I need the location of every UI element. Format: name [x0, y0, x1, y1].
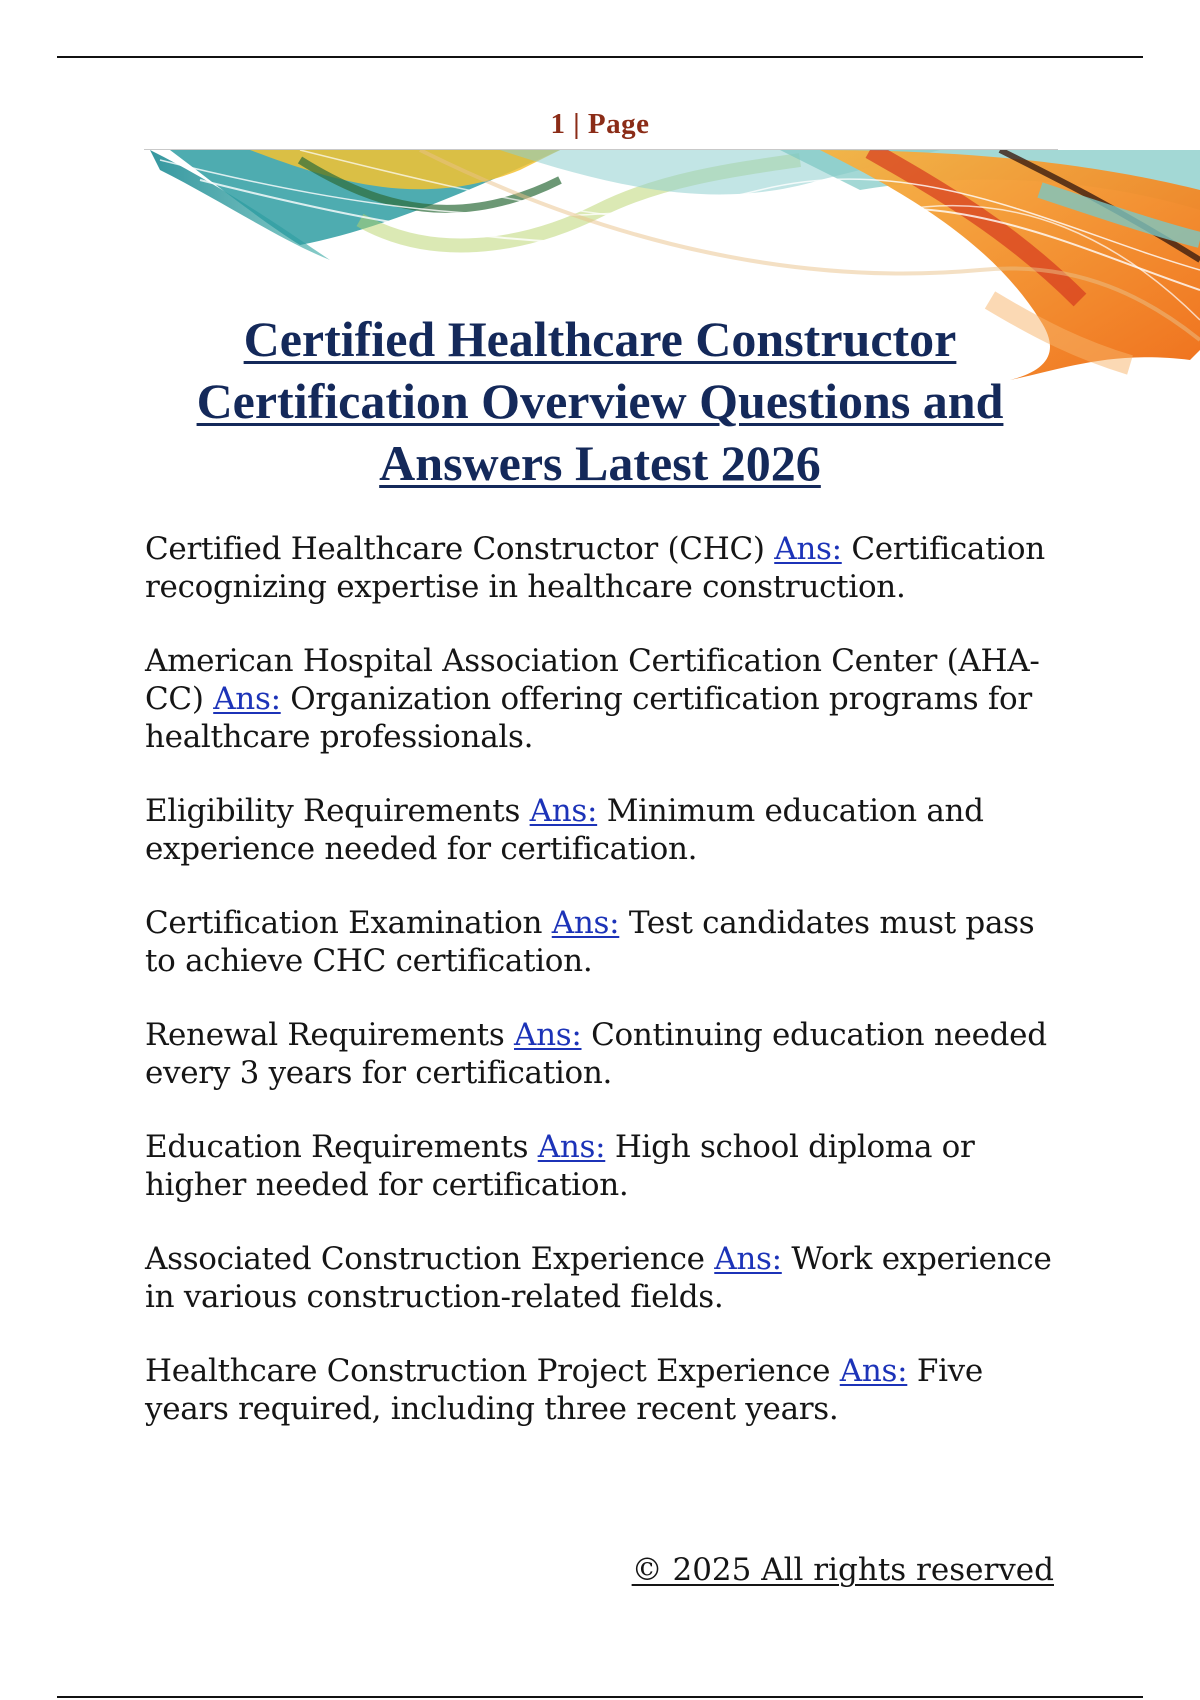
qa-term: Healthcare Construction Project Experience	[145, 1353, 831, 1389]
answer-link[interactable]: Ans:	[529, 793, 598, 829]
top-rule	[57, 56, 1143, 58]
answer-link[interactable]: Ans:	[714, 1241, 782, 1277]
qa-item	[145, 1016, 1065, 1092]
answer-link[interactable]: Ans:	[537, 1129, 606, 1165]
answer-link[interactable]: Ans:	[514, 1017, 582, 1053]
qa-term: Associated Construction Experience	[145, 1241, 705, 1277]
qa-item	[145, 792, 1065, 868]
qa-term: Certification Examination	[145, 905, 543, 941]
answer-link[interactable]: Ans:	[551, 905, 620, 941]
bottom-rule	[57, 1696, 1143, 1698]
qa-answer: Test candidates must pass to achieve CHC certification.	[145, 905, 1035, 979]
document-title	[130, 308, 1070, 494]
qa-answer: Organization offering certification programs for healthcare professionals.	[145, 681, 1032, 755]
qa-item	[145, 1240, 1065, 1316]
qa-answer: Minimum education and experience needed for certification.	[145, 793, 984, 867]
answer-link[interactable]: Ans:	[839, 1353, 908, 1389]
copyright-notice: © 2025 All rights reserved	[631, 1552, 1054, 1588]
qa-answer: Work experience in various construction-related fields.	[145, 1241, 1052, 1315]
qa-term: Eligibility Requirements	[145, 793, 521, 829]
qa-term: Certified Healthcare Constructor (CHC)	[145, 531, 765, 567]
qa-item	[145, 904, 1065, 980]
answer-link[interactable]: Ans:	[774, 531, 842, 567]
page-number: 1 | Page	[550, 108, 650, 140]
qa-item	[145, 1128, 1065, 1204]
answer-link[interactable]: Ans:	[213, 681, 281, 717]
qa-answer: Certification recognizing expertise in healthcare construction.	[145, 531, 1045, 605]
document-title-text: Certified Healthcare Constructor Certification Overview Questions and Answers Latest 2026	[196, 311, 1004, 491]
qa-item	[145, 642, 1065, 756]
qa-list	[145, 530, 1065, 1464]
qa-answer: Five years required, including three recent years.	[145, 1353, 983, 1427]
qa-answer: Continuing education needed every 3 years for certification.	[145, 1017, 1047, 1091]
qa-item	[145, 1352, 1065, 1428]
qa-term: Renewal Requirements	[145, 1017, 505, 1053]
qa-term: American Hospital Association Certification Center (AHA-CC)	[145, 643, 1040, 717]
qa-item	[145, 530, 1065, 606]
qa-answer: High school diploma or higher needed for certification.	[145, 1129, 975, 1203]
qa-term: Education Requirements	[145, 1129, 529, 1165]
